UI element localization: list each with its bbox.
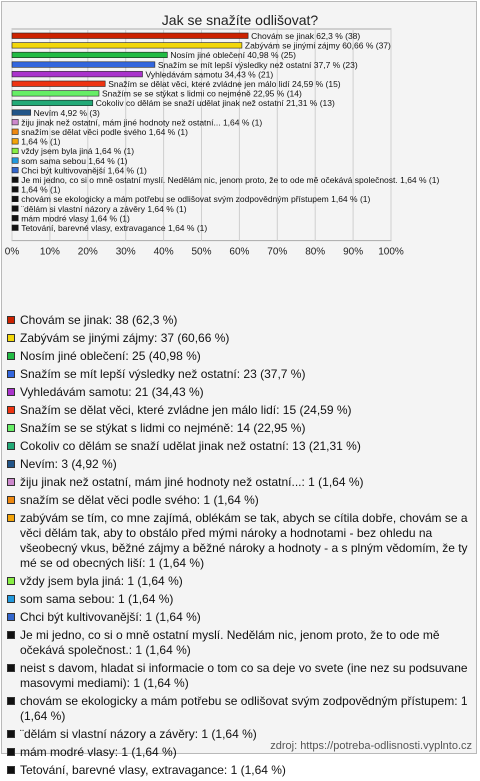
bar-label: Vyhledávám samotu 34,43 % (21) (145, 69, 273, 79)
bar (12, 177, 18, 183)
chart-legend (6, 313, 472, 781)
legend-item (6, 694, 472, 724)
bar (12, 129, 18, 135)
x-tick-label: 40% (154, 247, 174, 258)
x-tick-label: 20% (78, 247, 98, 258)
legend-item (6, 457, 472, 472)
legend-swatch (7, 595, 15, 603)
x-tick-label: 10% (40, 247, 60, 258)
bar-label: Chovám se jinak 62,3 % (38) (251, 31, 360, 41)
legend-swatch (7, 496, 15, 504)
legend-label: Je mi jedno, co si o mně ostatní myslí. Nedělám nic, jenom proto, že to ode mě očekává společnost.: 1 (1,64 %) (20, 628, 440, 657)
bar-label: vždy jsem byla jiná 1,64 % (1) (21, 146, 134, 156)
bar-label: Snažím se dělat věci, které zvládne jen málo lidí 24,59 % (15) (108, 79, 341, 89)
legend-swatch (7, 730, 15, 738)
legend-label: Cokoliv co dělám se snaží udělat jinak než ostatní: 13 (21,31 %) (20, 439, 361, 453)
legend-swatch (7, 460, 15, 468)
legend-item (6, 592, 472, 607)
bar-label: chovám se ekologicky a mám potřebu se odlišovat svým zodpovědným přístupem 1,64 % (1) (21, 194, 370, 204)
bar-label: mám modré vlasy 1,64 % (1) (21, 213, 130, 223)
legend-swatch (7, 316, 15, 324)
bar (12, 71, 142, 77)
bar (12, 148, 18, 154)
x-tick-label: 100% (378, 247, 404, 258)
bar-label: Cokoliv co dělám se snaží udělat jinak než ostatní 21,31 % (13) (96, 98, 335, 108)
legend-swatch (7, 478, 15, 486)
legend-item (6, 574, 472, 589)
x-tick-label: 80% (305, 247, 325, 258)
legend-label: Snažím se mít lepší výsledky než ostatní: 23 (37,7 %) (20, 367, 305, 381)
bar-label: ¨dělám si vlastní názory a závěry 1,64 % (1) (21, 204, 187, 214)
legend-item (6, 439, 472, 454)
bar (12, 225, 18, 231)
bar-label: snažím se dělat věci podle svého 1,64 % (1) (21, 127, 188, 137)
bar (12, 100, 93, 106)
legend-item (6, 661, 472, 691)
bar-label: žiju jinak než ostatní, mám jiné hodnoty než ostatní... 1,64 % (1) (21, 117, 262, 127)
chart-title: Jak se snažíte odlišovat? (2, 12, 478, 28)
legend-item (6, 493, 472, 508)
legend-label: Chovám se jinak: 38 (62,3 %) (20, 313, 177, 327)
legend-swatch (7, 352, 15, 360)
bar-label: Chci být kultivovanější 1,64 % (1) (21, 165, 147, 175)
legend-swatch (7, 613, 15, 621)
legend-swatch (7, 748, 15, 756)
legend-item (6, 511, 472, 571)
legend-swatch (7, 424, 15, 432)
legend-swatch (7, 514, 15, 522)
legend-label: žiju jinak než ostatní, mám jiné hodnoty než ostatní...: 1 (1,64 %) (20, 475, 364, 489)
bar (12, 206, 18, 212)
bar-chart (0, 0, 480, 310)
x-tick-label: 70% (267, 247, 287, 258)
x-tick-label: 60% (229, 247, 249, 258)
x-tick-label: 0% (5, 247, 20, 258)
legend-label: snažím se dělat věci podle svého: 1 (1,64 %) (20, 493, 259, 507)
legend-item (6, 763, 472, 778)
legend-item (6, 421, 472, 436)
bar (12, 43, 242, 49)
bar-label: Snažím se mít lepší výsledky než ostatní 37,7 % (23) (158, 60, 358, 70)
legend-item (6, 367, 472, 382)
legend-label: Zabývám se jinými zájmy: 37 (60,66 %) (20, 331, 229, 345)
bar-label: 1,64 % (1) (21, 185, 60, 195)
x-tick-label: 50% (191, 247, 211, 258)
legend-label: chovám se ekologicky a mám potřebu se odlišovat svým zodpovědným přístupem: 1 (1,64 %) (20, 694, 468, 723)
legend-label: Snažím se se stýkat s lidmi co nejméně: 14 (22,95 %) (20, 421, 305, 435)
legend-swatch (7, 334, 15, 342)
legend-item (6, 331, 472, 346)
bar (12, 215, 18, 221)
bar-label: Snažím se se stýkat s lidmi co nejméně 22,95 % (14) (102, 89, 302, 99)
legend-label: som sama sebou: 1 (1,64 %) (20, 592, 173, 606)
bar (12, 81, 105, 87)
bar-label: Nosím jiné oblečení 40,98 % (25) (170, 50, 296, 60)
legend-label: Snažím se dělat věci, které zvládne jen málo lidí: 15 (24,59 %) (20, 403, 352, 417)
legend-label: Chci být kultivovanější: 1 (1,64 %) (20, 610, 201, 624)
bar-label: Je mi jedno, co si o mně ostatní myslí. Nedělám nic, jenom proto, že to ode mě očekává společnost. 1,64 % (1) (21, 175, 439, 185)
legend-label: ¨dělám si vlastní názory a závěry: 1 (1,64 %) (20, 727, 257, 741)
legend-label: mám modré vlasy: 1 (1,64 %) (20, 745, 177, 759)
x-tick-label: 90% (343, 247, 363, 258)
legend-label: Nosím jiné oblečení: 25 (40,98 %) (20, 349, 201, 363)
bar (12, 91, 99, 97)
legend-item (6, 628, 472, 658)
legend-swatch (7, 370, 15, 378)
bar-label: Zabývám se jinými zájmy 60,66 % (37) (245, 41, 391, 51)
legend-swatch (7, 697, 15, 705)
legend-label: neist s davom, hladat si informacie o tom co sa deje vo svete (ine nez su podsuvane masovymi mediami): 1 (1,64 %) (20, 661, 468, 690)
legend-swatch (7, 664, 15, 672)
bar (12, 158, 18, 164)
legend-swatch (7, 388, 15, 396)
legend-swatch (7, 631, 15, 639)
legend-swatch (7, 577, 15, 585)
legend-item (6, 349, 472, 364)
legend-label: Tetování, barevné vlasy, extravagance: 1 (1,64 %) (20, 763, 286, 777)
bar (12, 52, 167, 58)
legend-item (6, 475, 472, 490)
legend-item (6, 385, 472, 400)
legend-item (6, 313, 472, 328)
legend-swatch (7, 766, 15, 774)
legend-label: zabývám se tím, co mne zajímá, oblékám se tak, abych se cítila dobře, chovám se a věci dělám tak, aby to obstálo před mými nároky a hodnotami - bez ohledu na všeobecný vkus, běžné zájmy a běžné nároky a hodnoty - a s plným vědomím, že ty mé se od obecných liší: 1 (1,64 %) (20, 511, 468, 570)
bar (12, 33, 248, 39)
bar (12, 119, 18, 125)
bar-label: Tetování, barevné vlasy, extravagance 1,64 % (1) (21, 223, 207, 233)
legend-item (6, 610, 472, 625)
bar (12, 167, 18, 173)
legend-swatch (7, 442, 15, 450)
legend-label: vždy jsem byla jiná: 1 (1,64 %) (20, 574, 183, 588)
legend-label: Vyhledávám samotu: 21 (34,43 %) (20, 385, 204, 399)
bar (12, 196, 18, 202)
bar-label: Nevím 4,92 % (3) (34, 108, 100, 118)
bar (12, 62, 155, 68)
legend-item (6, 403, 472, 418)
x-tick-label: 30% (116, 247, 136, 258)
legend-swatch (7, 406, 15, 414)
bar (12, 139, 18, 145)
bar (12, 110, 31, 116)
source-credit: zdroj: https://potreba-odlisnosti.vyplnto.cz (270, 740, 472, 752)
bar (12, 187, 18, 193)
bar-label: 1,64 % (1) (21, 137, 60, 147)
legend-label: Nevím: 3 (4,92 %) (20, 457, 117, 471)
bar-label: som sama sebou 1,64 % (1) (21, 156, 127, 166)
